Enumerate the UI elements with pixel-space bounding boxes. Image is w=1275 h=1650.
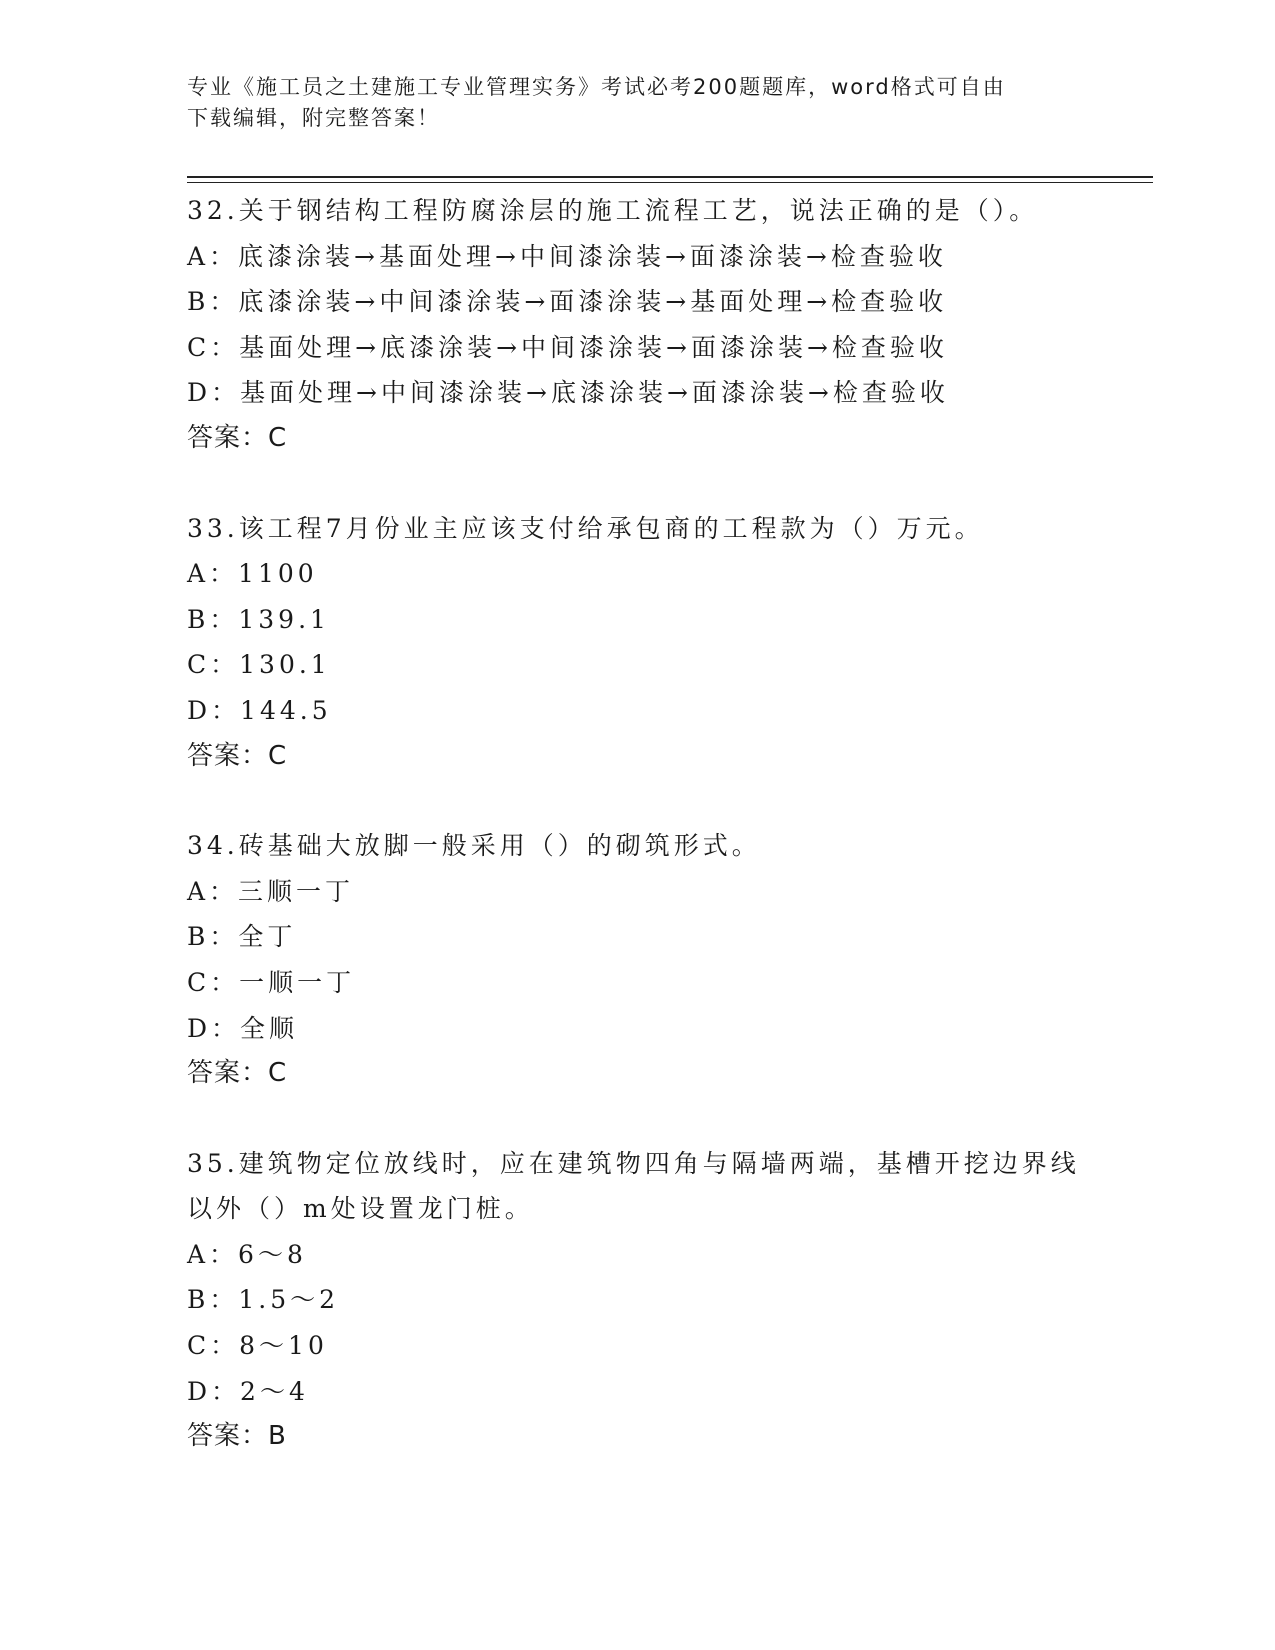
document-header xyxy=(187,72,1087,134)
option-b: B：底漆涂装→中间漆涂装→面漆涂装→基面处理→检查验收 xyxy=(187,287,948,317)
question-stem: 34.砖基础大放脚一般采用（）的砌筑形式。 xyxy=(187,831,761,861)
question-34 xyxy=(187,823,1137,1097)
option-b: B：1.5～2 xyxy=(187,1285,340,1315)
question-stem-line-1: 35.建筑物定位放线时，应在建筑物四角与隔墙两端，基槽开挖边界线 xyxy=(187,1148,1080,1178)
option-a: A：底漆涂装→基面处理→中间漆涂装→面漆涂装→检查验收 xyxy=(187,241,947,271)
header-line-1: 专业《施工员之土建施工专业管理实务》考试必考200题题库，word格式可自由 xyxy=(187,75,1006,99)
question-stem: 33.该工程7月份业主应该支付给承包商的工程款为（）万元。 xyxy=(187,513,984,543)
option-a: A：6～8 xyxy=(187,1239,307,1269)
answer-label: 答案：C xyxy=(187,1058,288,1089)
option-d: D：144.5 xyxy=(187,695,332,725)
question-33 xyxy=(187,506,1137,780)
header-divider-thick xyxy=(187,176,1153,178)
answer-label: 答案：B xyxy=(187,1421,287,1452)
option-d: D：全顺 xyxy=(187,1013,299,1043)
option-d: D：2～4 xyxy=(187,1376,309,1406)
option-d: D：基面处理→中间漆涂装→底漆涂装→面漆涂装→检查验收 xyxy=(187,378,949,408)
option-b: B：全丁 xyxy=(187,922,297,952)
option-c: C：一顺一丁 xyxy=(187,967,356,997)
option-a: A：1100 xyxy=(187,559,318,589)
option-c: C：130.1 xyxy=(187,650,331,680)
option-b: B：139.1 xyxy=(187,604,330,634)
option-c: C：基面处理→底漆涂装→中间漆涂装→面漆涂装→检查验收 xyxy=(187,332,948,362)
option-c: C：8～10 xyxy=(187,1331,328,1361)
answer-label: 答案：C xyxy=(187,422,288,453)
question-list xyxy=(187,188,1137,1460)
question-35 xyxy=(187,1141,1137,1460)
question-32 xyxy=(187,188,1137,462)
question-stem-line-2: 以外（）m处设置龙门桩。 xyxy=(187,1194,534,1224)
header-line-2: 下载编辑，附完整答案！ xyxy=(187,106,440,130)
option-a: A：三顺一丁 xyxy=(187,876,355,906)
header-divider-thin xyxy=(187,182,1153,183)
question-stem: 32.关于钢结构工程防腐涂层的施工流程工艺，说法正确的是（）。 xyxy=(187,196,1039,225)
answer-label: 答案：C xyxy=(187,740,288,771)
